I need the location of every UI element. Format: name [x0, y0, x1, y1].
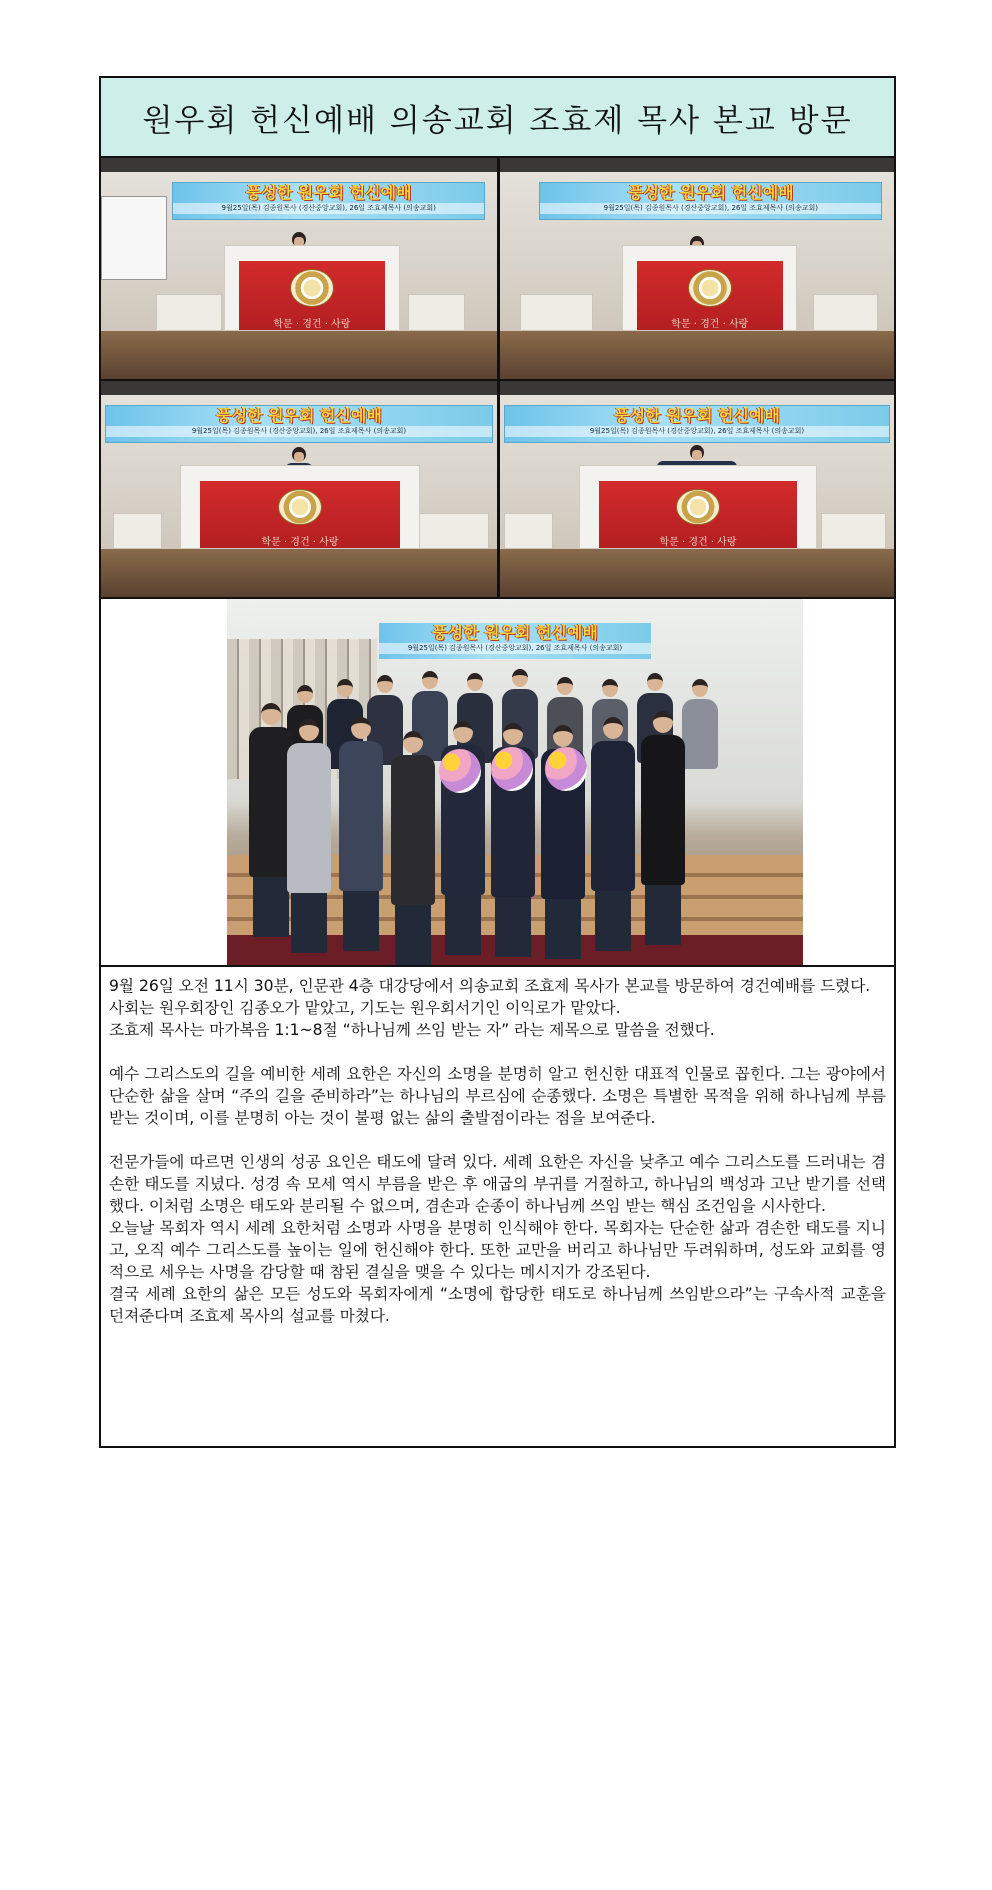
- article-paragraph: 예수 그리스도의 길을 예비한 세례 요한은 자신의 소명을 분명히 알고 헌신한 대표적 인물로 꼽힌다. 그는 광야에서 단순한 삶을 살며 “주의 길을 준비하라”는 하나님의 부르심에 순종했다. 소명은 특별한 목적을 위해 하나님께 부름받는 것이며, 이를 분명히 아는 것이 불평 없는 삶의 출발점이라는 점을 보여준다.: [109, 1065, 886, 1127]
- group-photo: [227, 599, 803, 965]
- university-seal: [688, 269, 732, 307]
- stage-photo-3: [101, 381, 497, 597]
- group-photo-section: [101, 599, 894, 965]
- pulpit: [180, 465, 420, 549]
- projection-screen: [101, 196, 167, 280]
- banner-subtitle: 9월25일(목) 김종원목사 (경산중앙교회), 26일 조효제목사 (의송교회): [379, 643, 651, 654]
- article-paragraph: 오늘날 목회자 역시 세례 요한처럼 소명과 사명을 분명히 인식해야 한다. 목회자는 단순한 삶과 겸손한 태도를 지니고, 오직 예수 그리스도를 높이는 일에 헌신해야 한다. 또한 교만을 버리고 하나님만 두려워하며, 성도와 교회를 영적으로 세우는 사명을 감당할 때 참된 결실을 맺을 수 있다는 메시지가 강조된다.: [109, 1219, 886, 1281]
- article-paragraph: 전문가들에 따르면 인생의 성공 요인은 태도에 달려 있다. 세례 요한은 자신을 낮추고 예수 그리스도를 드러내는 겸손한 태도를 지녔다. 성경 속 모세 역시 부름을 받은 후 애굽의 부귀를 거절하고, 하나님의 백성과 고난 받기를 선택했다. 이처럼 소명은 태도와 분리될 수 없으며, 겸손과 순종이 하나님께 쓰임 받는 핵심 조건임을 시사한다.: [109, 1153, 886, 1215]
- article-paragraph: 9월 26일 오전 11시 30분, 인문관 4층 대강당에서 의송교회 조효제 목사가 본교를 방문하여 경건예배를 드렸다.: [109, 977, 871, 995]
- bouquet: [545, 747, 587, 791]
- stage-photo-4: [500, 381, 894, 597]
- title-bar: [101, 78, 894, 158]
- stage-photo-2: [500, 158, 894, 380]
- stage-banner: [105, 405, 493, 443]
- pulpit: [622, 245, 797, 331]
- article-body: [101, 965, 894, 1446]
- pulpit-motto: 학문 · 경건 · 사랑: [273, 319, 351, 331]
- group-banner: [379, 623, 651, 659]
- article-frame: [99, 76, 896, 1448]
- stage-banner: [504, 405, 890, 443]
- stage-banner: [539, 182, 882, 220]
- pulpit-motto: 학문 · 경건 · 사랑: [659, 537, 737, 549]
- article-paragraph: 결국 세례 요한의 삶은 모든 성도와 목회자에게 “소명에 합당한 태도로 하나님께 쓰임받으라”는 구속사적 교훈을 던져준다며 조효제 목사의 설교를 마쳤다.: [109, 1285, 886, 1325]
- banner-title: 풍성한 원우회 헌신예배: [432, 623, 598, 642]
- bouquet: [439, 749, 481, 793]
- banner-title: 풍성한 원우회 헌신예배: [216, 406, 382, 425]
- pulpit-motto: 학문 · 경건 · 사랑: [671, 319, 749, 331]
- pulpit-motto: 학문 · 경건 · 사랑: [261, 537, 339, 549]
- university-seal: [290, 269, 334, 307]
- page-title: 원우회 헌신예배 의송교회 조효제 목사 본교 방문: [142, 102, 853, 139]
- banner-title: 풍성한 원우회 헌신예배: [614, 406, 780, 425]
- banner-subtitle: 9월25일(목) 김종원목사 (경산중앙교회), 26일 조효제목사 (의송교회): [540, 203, 881, 214]
- banner-subtitle: 9월25일(목) 김종원목사 (경산중앙교회), 26일 조효제목사 (의송교회): [106, 426, 492, 437]
- pulpit: [224, 245, 400, 331]
- article-paragraph: 조효제 목사는 마가복음 1:1~8절 “하나님께 쓰임 받는 자” 라는 제목으로 말씀을 전했다.: [109, 1021, 715, 1039]
- university-seal: [676, 489, 720, 525]
- banner-title: 풍성한 원우회 헌신예배: [627, 183, 794, 202]
- stage-photo-1: [101, 158, 497, 380]
- article-paragraph: 사회는 원우회장인 김종오가 맡았고, 기도는 원우회서기인 이익로가 맡았다.: [109, 999, 621, 1017]
- banner-subtitle: 9월25일(목) 김종원목사 (경산중앙교회), 26일 조효제목사 (의송교회): [173, 203, 484, 214]
- banner-subtitle: 9월25일(목) 김종원목사 (경산중앙교회), 26일 조효제목사 (의송교회): [505, 426, 889, 437]
- stage-banner: [172, 182, 485, 220]
- pulpit: [579, 465, 817, 549]
- university-seal: [278, 489, 322, 525]
- bouquet: [491, 747, 533, 791]
- banner-title: 풍성한 원우회 헌신예배: [245, 183, 412, 202]
